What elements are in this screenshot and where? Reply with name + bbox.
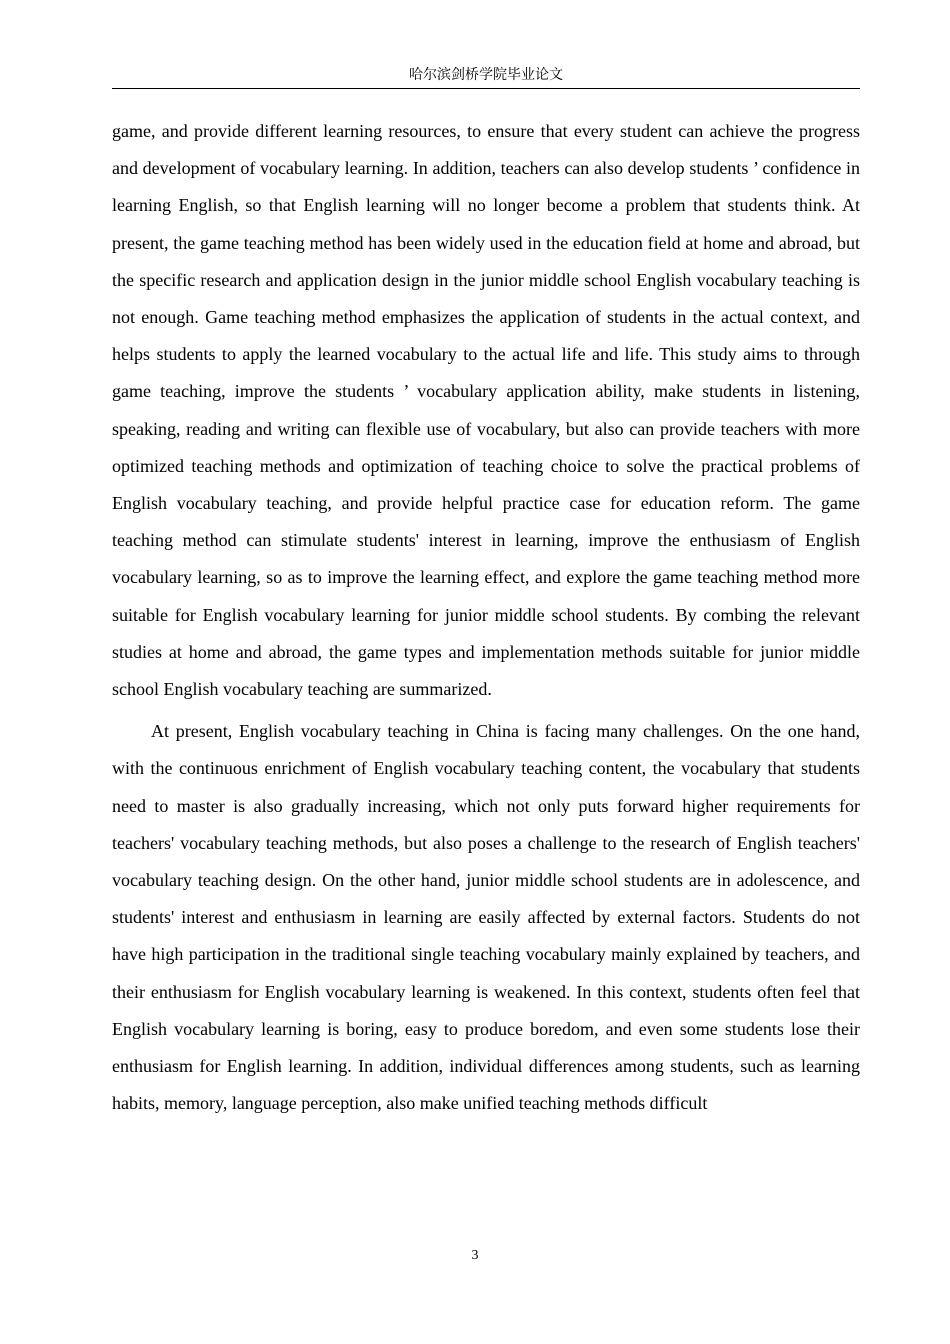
page-number: 3 xyxy=(471,1248,479,1263)
header-title: 哈尔滨剑桥学院毕业论文 xyxy=(409,67,563,83)
page-footer xyxy=(0,1246,950,1266)
body-paragraph-2: At present, English vocabulary teaching in China is facing many challenges. On the one hand, with the continuous enrichment of English vocabulary teaching content, the vocabulary that students need to master is also gradually increasing, which not only puts forward higher requirements for teachers' vocabulary teaching methods, but also poses a challenge to the research of English teachers' vocabulary teaching design. On the other hand, junior middle school students are in adolescence, and students' interest and enthusiasm in learning are easily affected by external factors. Students do not have high participation in the traditional single teaching vocabulary mainly explained by teachers, and their enthusiasm for English vocabulary learning is weakened. In this context, students often feel that English vocabulary learning is boring, easy to produce boredom, and even some students lose their enthusiasm for English learning. In addition, individual differences among students, such as learning habits, memory, language perception, also make unified teaching methods difficult xyxy=(112,721,860,1114)
running-header xyxy=(112,64,860,89)
body-paragraph-1: game, and provide different learning resources, to ensure that every student can achieve the progress and development of vocabulary learning. In addition, teachers can also develop students ’ confidence in learning English, so that English learning will no longer become a problem that students think. At present, the game teaching method has been widely used in the education field at home and abroad, but the specific research and application design in the junior middle school English vocabulary teaching is not enough. Game teaching method emphasizes the application of students in the actual context, and helps students to apply the learned vocabulary to the actual life and life. This study aims to through game teaching, improve the students ’ vocabulary application ability, make students in listening, speaking, reading and writing can flexible use of vocabulary, but also can provide teachers with more optimized teaching methods and optimization of teaching choice to solve the practical problems of English vocabulary teaching, and provide helpful practice case for education reform. The game teaching method can stimulate students' interest in learning, improve the enthusiasm of English vocabulary learning, so as to improve the learning effect, and explore the game teaching method more suitable for English vocabulary learning for junior middle school students. By combing the relevant studies at home and abroad, the game types and implementation methods suitable for junior middle school English vocabulary teaching are summarized. xyxy=(112,121,860,700)
page-body xyxy=(112,113,860,1122)
